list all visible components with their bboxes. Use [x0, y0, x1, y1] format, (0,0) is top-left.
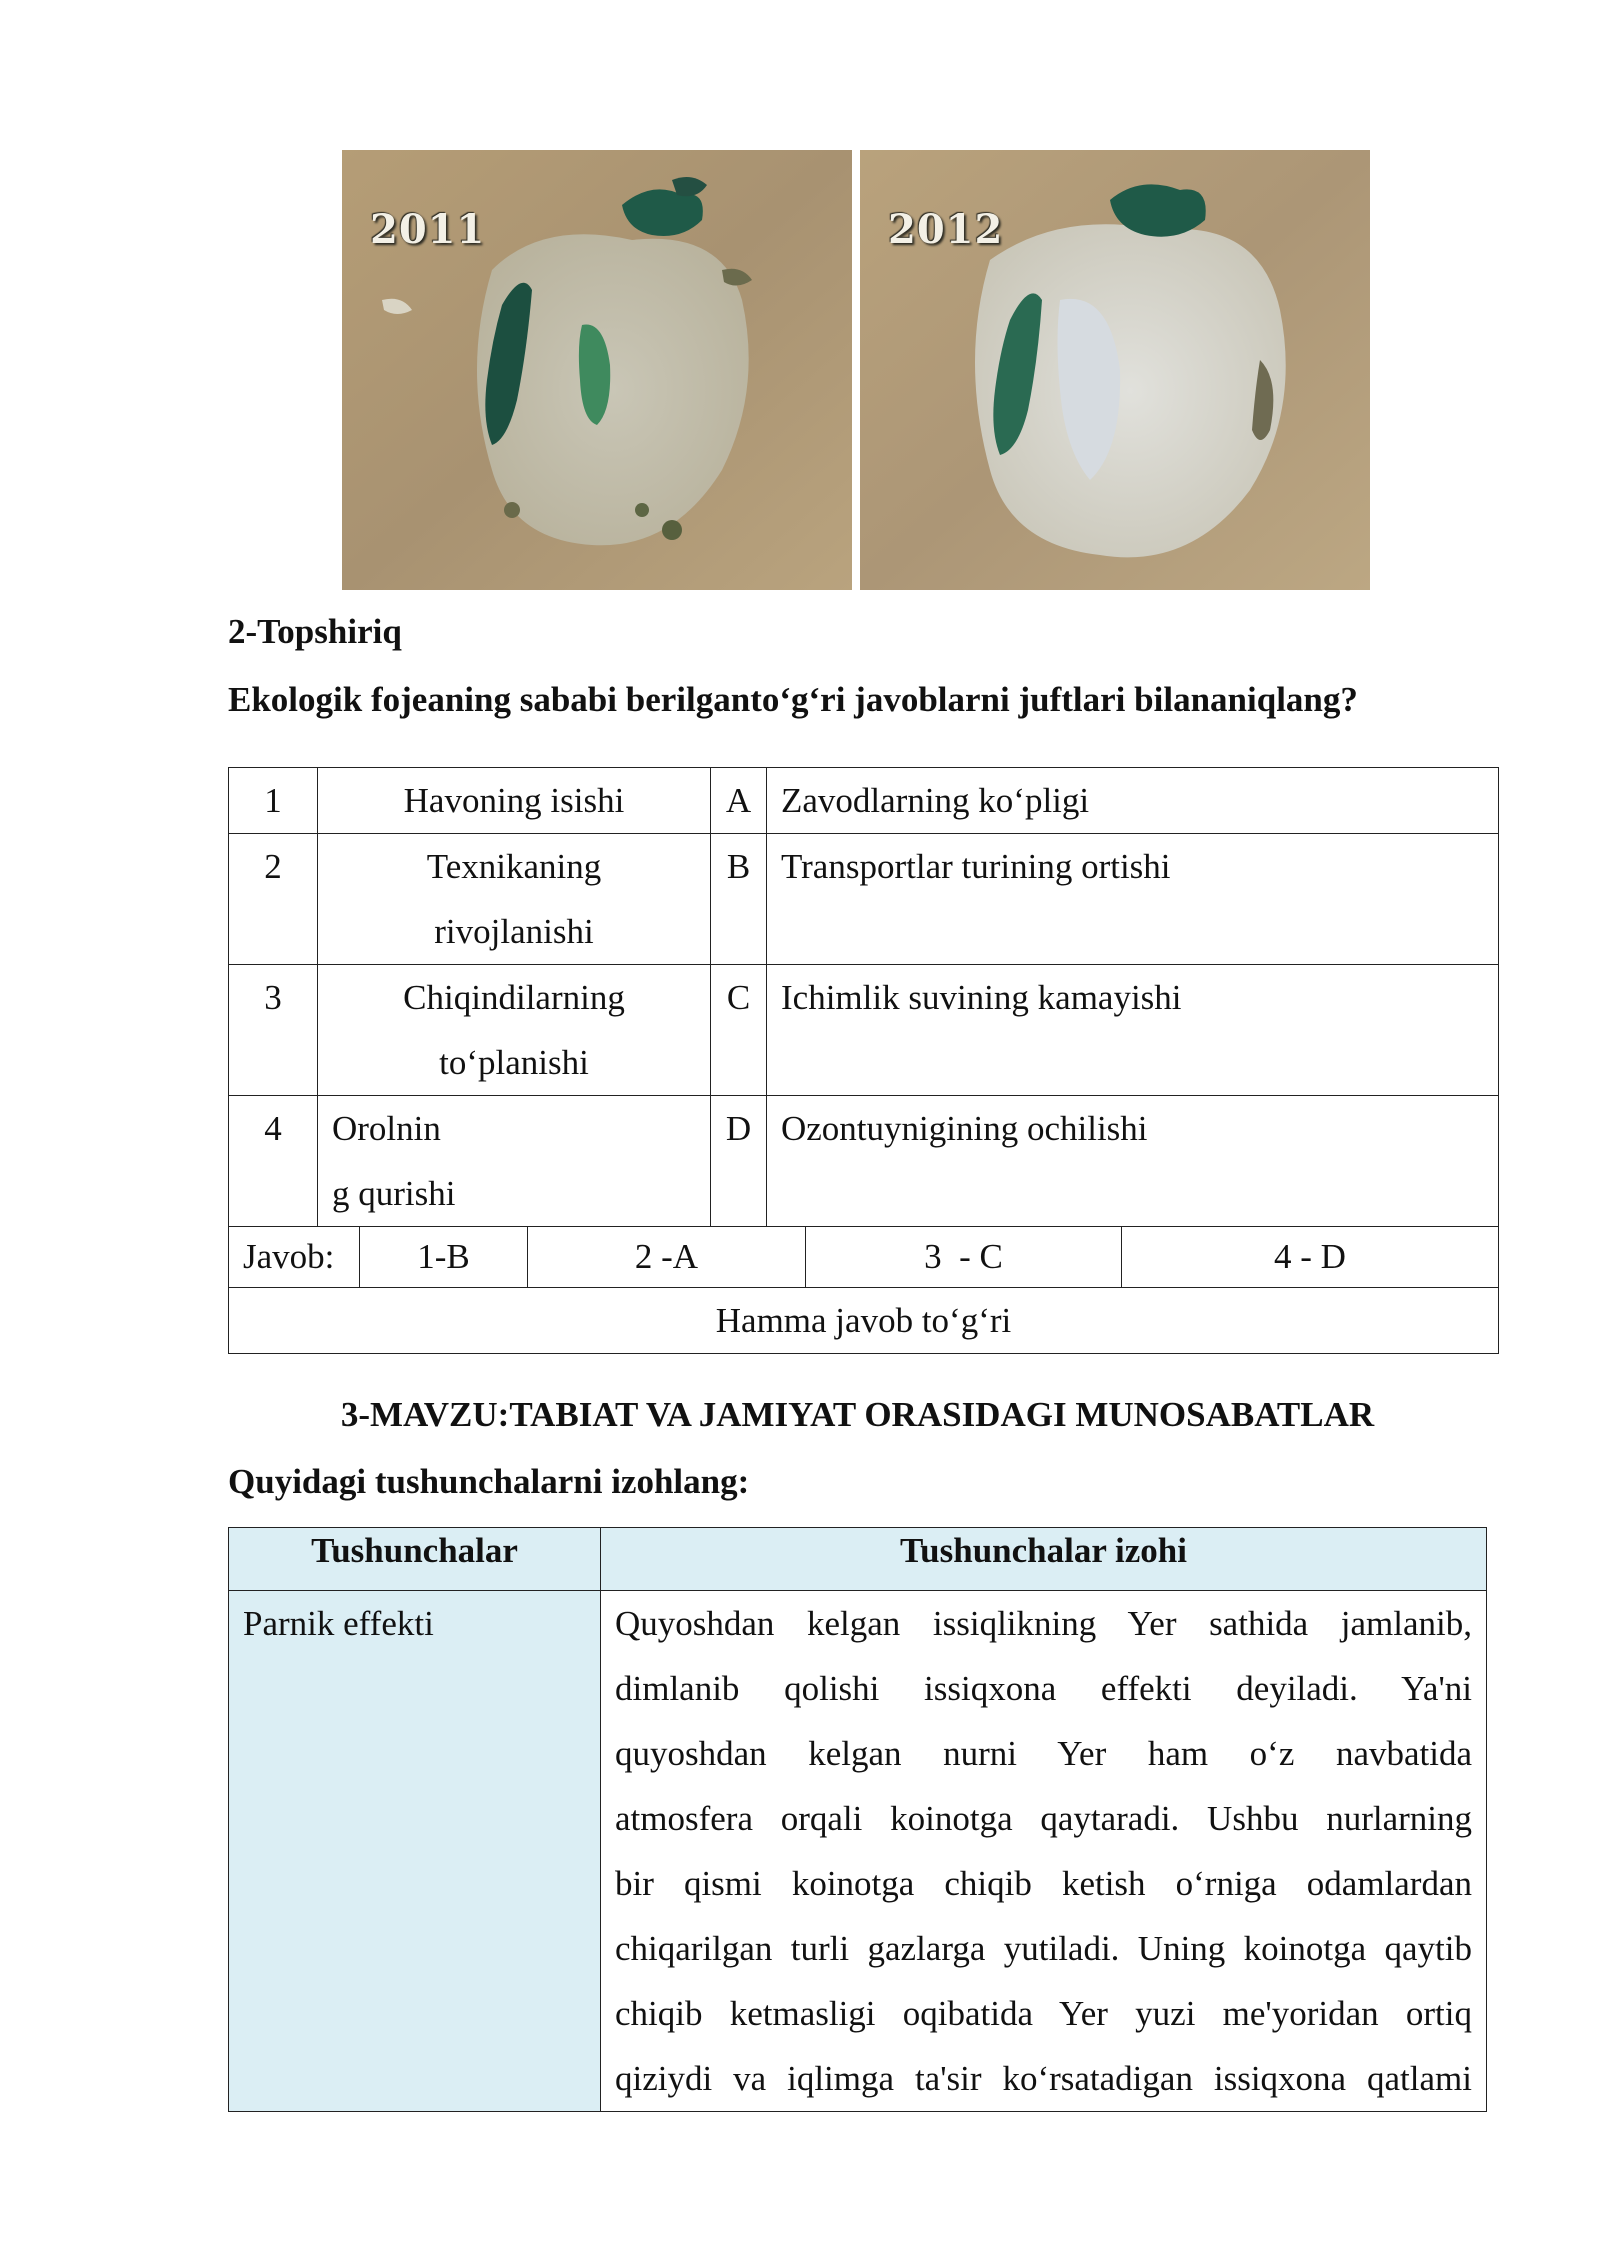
concept-definition [601, 1591, 1487, 2112]
table-header-row [229, 1528, 1487, 1591]
option-letter: A [711, 768, 767, 834]
year-label-right: 2012 [888, 206, 1004, 253]
instruction-text: Quyidagi tushunchalarni izohlang: [228, 1462, 750, 1501]
definition-line: qiziydi va iqlimga ta'sir ko‘rsatadigan issiqxona qatlami [615, 2059, 1472, 2098]
cause-term-line: Chiqindilarning [403, 978, 625, 1017]
matching-table [228, 767, 1499, 1354]
cause-term-line: g qurishi [332, 1174, 456, 1213]
column-header-terms: Tushunchalar [229, 1528, 601, 1591]
cause-term [318, 965, 711, 1096]
definition-line: quyoshdan kelgan nurni Yer ham o‘z navbatida [615, 1734, 1472, 1773]
definition-line: dimlanib qolishi issiqxona effekti deyiladi. Ya'ni [615, 1669, 1472, 1708]
answer-label: Javob: [229, 1227, 360, 1287]
definition-line: chiqarilgan turli gazlarga yutiladi. Uning koinotga qaytib [615, 1929, 1472, 1968]
column-header-definitions: Tushunchalar izohi [601, 1528, 1487, 1591]
cause-term [318, 1096, 711, 1227]
concept-term: Parnik effekti [229, 1591, 601, 2112]
definition-line: chiqib ketmasligi oqibatida Yer yuzi me'yoridan ortiq [615, 1994, 1472, 2033]
answer-pair: 2 -A [528, 1227, 806, 1287]
task-question: Ekologik fojeaning sababi berilganto‘g‘ri javoblarni juftlari bilananiqlang? [228, 680, 1358, 719]
concepts-table [228, 1527, 1487, 2112]
cause-term-line: Havoning isishi [403, 781, 625, 820]
cause-term-line: rivojlanishi [434, 912, 594, 951]
option-definition: Transportlar turining ortishi [767, 834, 1499, 965]
option-definition: Zavodlarning ko‘pligi [767, 768, 1499, 834]
satellite-image-2011 [342, 150, 852, 590]
row-number: 2 [229, 834, 318, 965]
aral-sea-comparison-images [342, 150, 1370, 590]
cause-term-line: Texnikaning [426, 847, 602, 886]
task-title: 2-Topshiriq [228, 612, 402, 651]
table-row [229, 965, 1499, 1096]
option-letter: B [711, 834, 767, 965]
cause-term [318, 834, 711, 965]
cause-term-line: to‘planishi [439, 1043, 589, 1082]
option-letter: D [711, 1096, 767, 1227]
satellite-image-2012 [860, 150, 1370, 590]
cause-term [318, 768, 711, 834]
option-definition: Ozontuynigining ochilishi [767, 1096, 1499, 1227]
table-row [229, 1591, 1487, 2112]
answer-note: Hamma javob to‘g‘ri [229, 1288, 1499, 1354]
definition-line: Quyoshdan kelgan issiqlikning Yer sathida jamlanib, [615, 1604, 1472, 1643]
row-number: 3 [229, 965, 318, 1096]
answer-row [229, 1227, 1499, 1288]
table-row [229, 1096, 1499, 1227]
cause-term-line: Orolnin [332, 1109, 441, 1148]
row-number: 1 [229, 768, 318, 834]
table-row [229, 768, 1499, 834]
answer-pair: 4 - D [1274, 1237, 1346, 1276]
definition-line: atmosfera orqali koinotga qaytaradi. Ushbu nurlarning [615, 1799, 1472, 1838]
option-definition: Ichimlik suvining kamayishi [767, 965, 1499, 1096]
topic-title: 3-MAVZU:TABIAT VA JAMIYAT ORASIDAGI MUNOSABATLAR [340, 1395, 1375, 1434]
table-row [229, 834, 1499, 965]
definition-line: bir qismi koinotga chiqib ketish o‘rniga odamlardan [615, 1864, 1472, 1903]
answer-pair: 3 - C [806, 1227, 1122, 1287]
option-letter: C [711, 965, 767, 1096]
note-row [229, 1288, 1499, 1354]
answer-pair: 1-B [360, 1227, 528, 1287]
answer-grid [229, 1227, 1498, 1287]
row-number: 4 [229, 1096, 318, 1227]
year-label-left: 2011 [370, 206, 486, 253]
